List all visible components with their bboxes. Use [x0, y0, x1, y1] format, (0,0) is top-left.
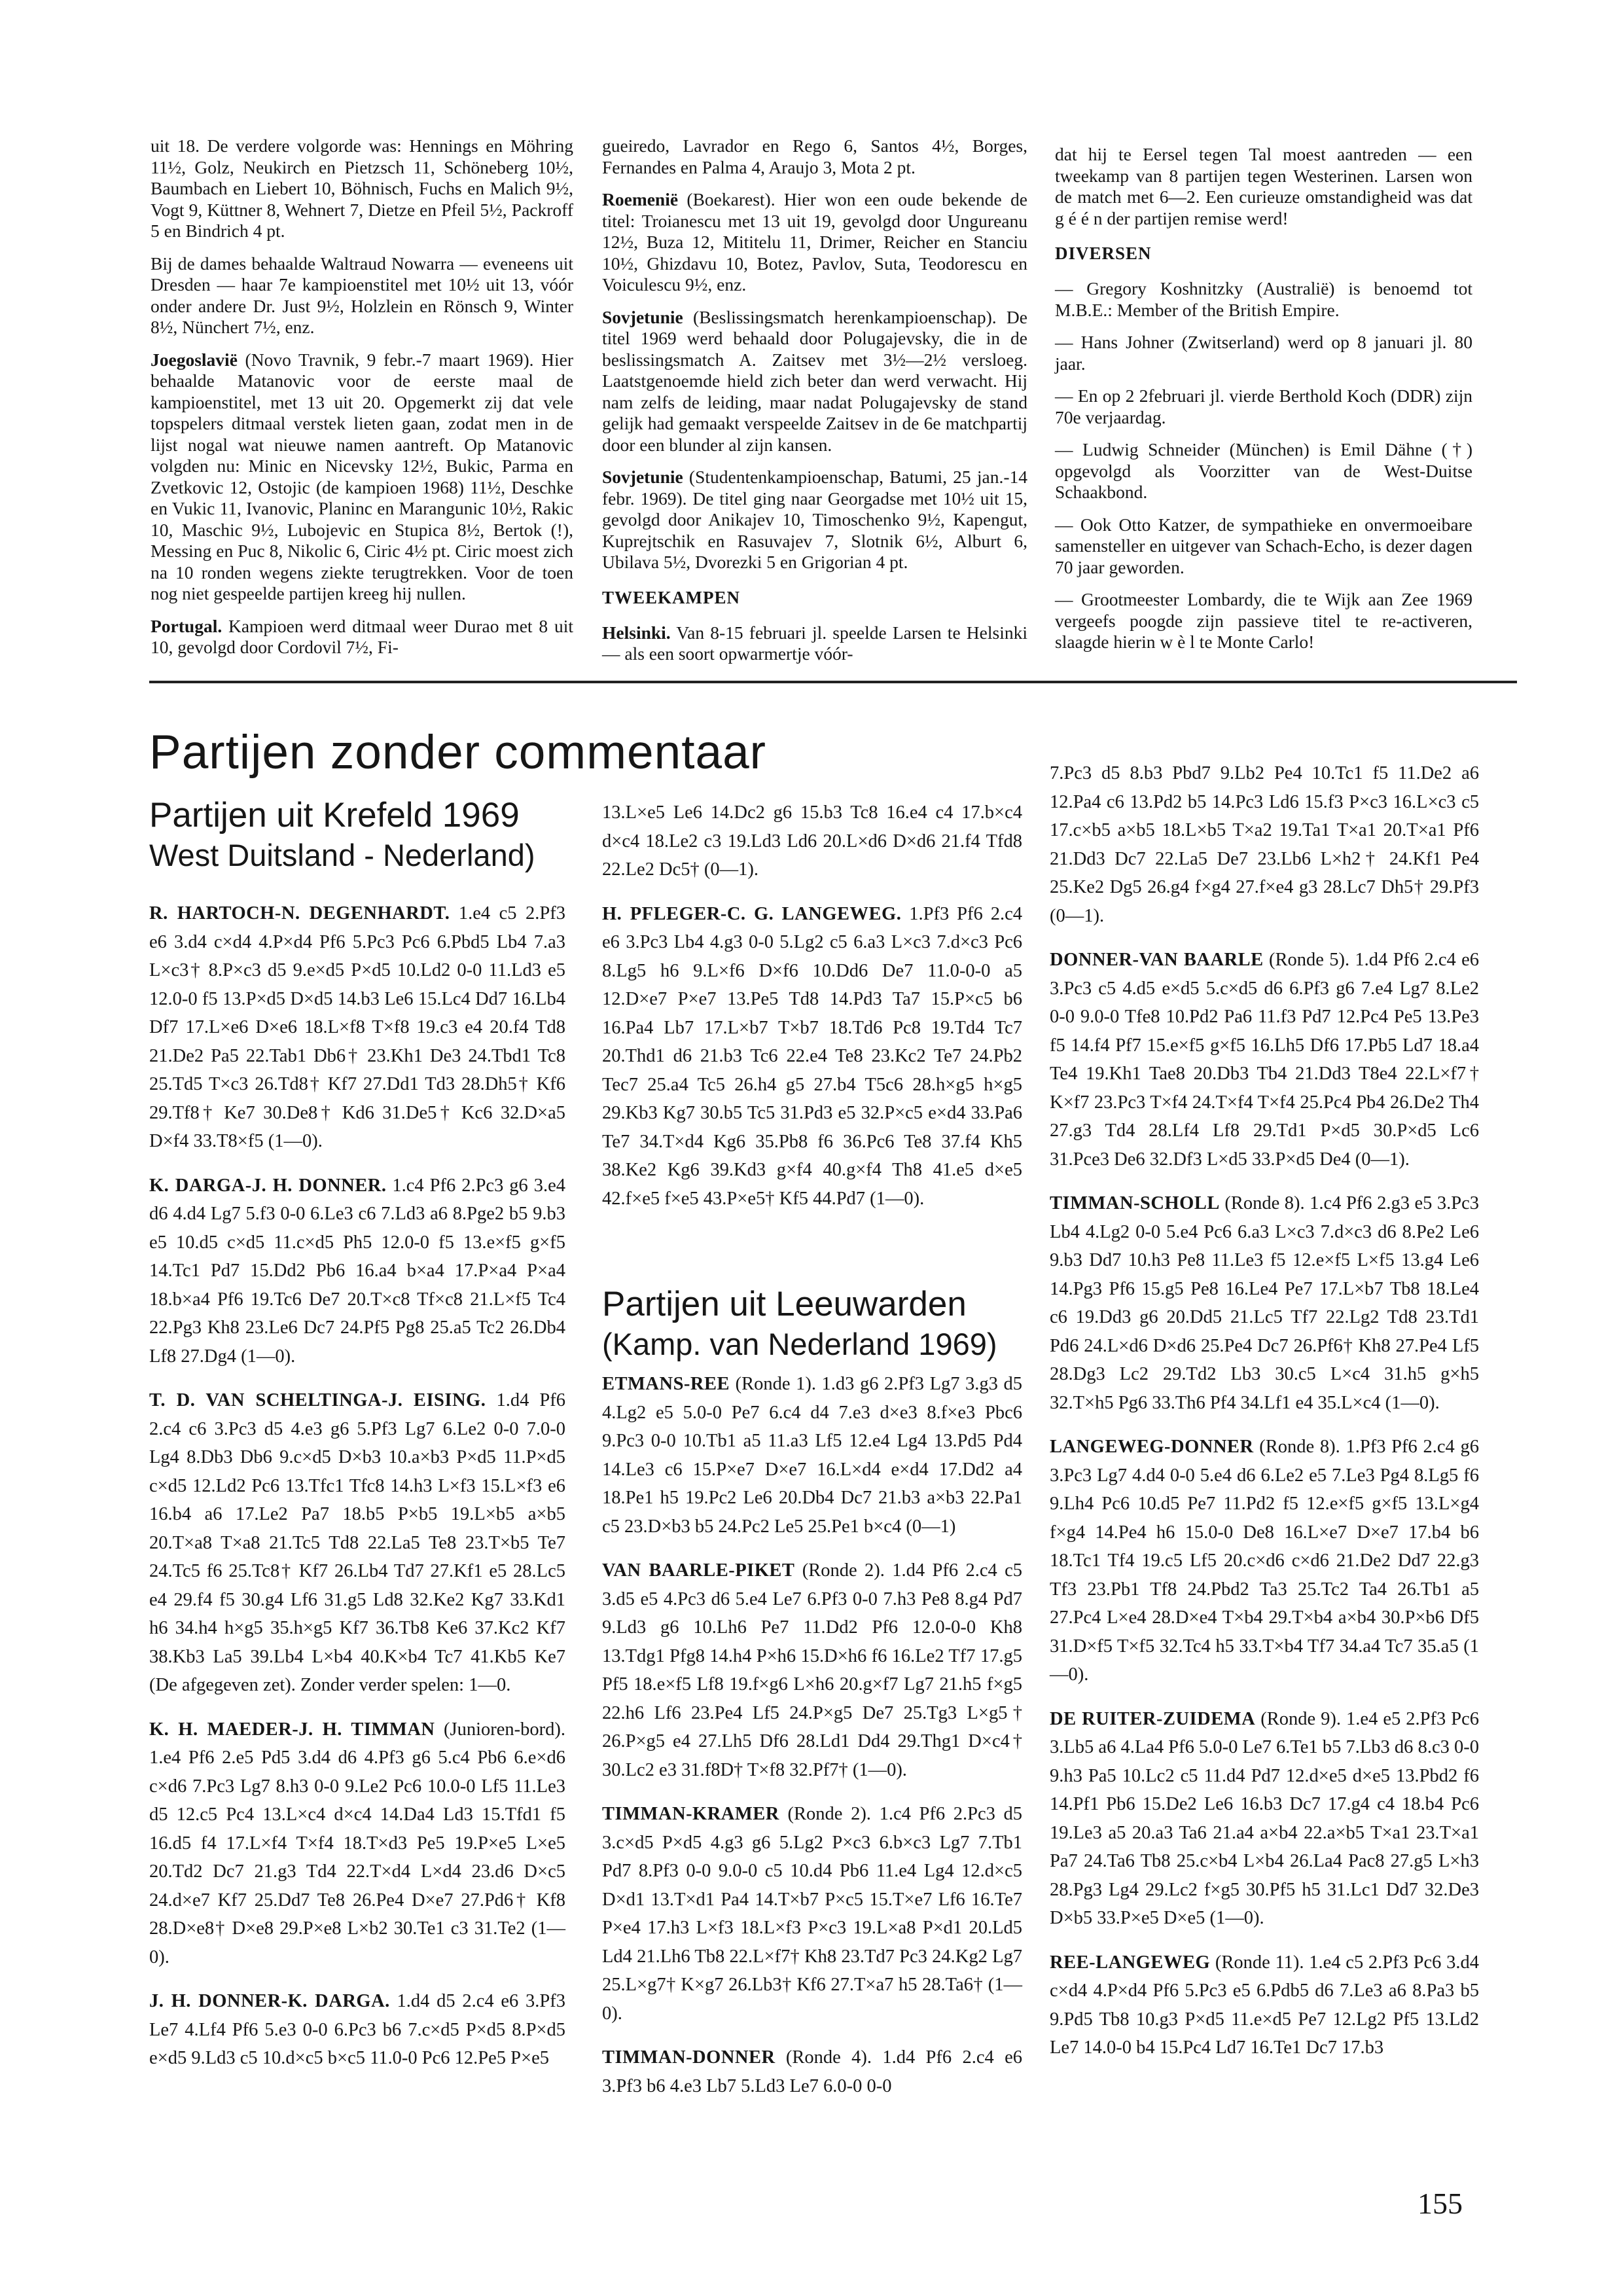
paragraph — [1050, 1189, 1479, 1417]
paragraph-text: 1.e4 c5 2.Pf3 e6 3.d4 c×d4 4.P×d4 Pf6 5.Pc3 Pc6 6.Pbd5 Lb4 7.a3 L×c3† 8.P×c3 d5 9.e×d5 P×d5 10.Ld2 0-0 11.Ld3 e5 12.0-0 f5 13.P×d5 D×d5 14.b3 Le6 15.Lc4 Dd7 16.Lb4 Df7 17.L×e6 D×e6 18.L×f8 T×f8 19.c3 e4 20.f4 Td8 21.De2 Pa5 22.Tab1 Db6† 23.Kh1 De3 24.Tbd1 Tc8 25.Td5 T×c3 26.Td8† Kf7 27.Dd1 Td3 28.Dh5† Kf6 29.Tf8† Ke7 30.De8† Kd6 31.De5† Kc6 32.D×a5 D×f4 33.T8×f5 (1—0). — [149, 903, 565, 1151]
paragraph-heading: VAN BAARLE-PIKET — [602, 1560, 795, 1581]
bottom-column-1 — [149, 795, 565, 2089]
paragraph — [149, 1987, 565, 2073]
paragraph-text: (Beslissingsmatch herenkampioenschap). De titel 1969 werd behaald door Polugajevsky, die in de beslissingsmatch A. Zaitsev met 3½—2½ versloeg. Laatstgenoemde hield zich beter dan werd verwacht. Hij nam zelfs de leiding, maar nadat Polugajevsky de stand gelijk had gemaakt verspeelde Zaitsev in de 6e matchpartij door een blunder al zijn kansen. — [602, 306, 1027, 455]
paragraph — [602, 900, 1022, 1213]
paragraph-heading: DE RUITER-ZUIDEMA — [1050, 1708, 1256, 1729]
paragraph-text: — Hans Johner (Zwitserland) werd op 8 januari jl. 80 jaar. — [1055, 332, 1472, 374]
paragraph-text: (Ronde 1). 1.d3 g6 2.Pf3 Lg7 3.g3 d5 4.Lg2 e5 5.0-0 Pe7 6.c4 d4 7.e3 d×e3 8.f×e3 Pbc6 9.Pc3 0-0 10.Tb1 a5 11.a3 Lf5 12.e4 Lg4 13.Pd5 Pd4 14.Le3 c6 15.P×e7 D×e7 16.L×d4 e×d4 17.Dd2 a4 18.Pe1 h5 19.Pc2 Le6 20.Db4 Dc7 21.b3 a×b3 22.Pa1 c5 23.D×b3 b5 24.Pc2 Le5 25.Pe1 b×c4 (0—1) — [602, 1374, 1022, 1537]
paragraph-heading: Roemenië — [602, 189, 679, 209]
paragraph-text: (Ronde 2). 1.d4 Pf6 2.c4 c5 3.d5 e5 4.Pc3 d6 5.e4 Le7 6.Pf3 0-0 7.h3 Pe8 8.g4 Pd7 9.Ld3 g6 10.Lh6 Pe7 11.Dd2 Pf6 12.0-0-0 Kh8 13.Tdg1 Pfg8 14.h4 P×h6 15.D×h6 f6 16.Le2 Tf7 17.g5 Pf5 18.e×f5 Lf8 19.f×g6 L×h6 20.g×f7 Lg7 21.h5 f×g5 22.h6 Lf6 23.Pe4 Lf5 24.P×g5 De7 25.Tg3 L×g5† 26.P×g5 e4 27.Lh5 Df6 28.Ld1 Dd4 29.Thg1 D×c4† 30.Lc2 e3 31.f8D† T×f8 32.Pf7† (1—0). — [602, 1560, 1022, 1780]
page-title: Partijen zonder commentaar — [149, 726, 766, 779]
paragraph — [151, 350, 573, 605]
paragraph — [602, 2043, 1022, 2100]
paragraph-text: (Ronde 11). 1.e4 c5 2.Pf3 Pc6 3.d4 c×d4 4.P×d4 Pf6 5.Pc3 e5 6.Pdb5 d6 7.Le3 a6 8.Pa3 b5 9.Pd5 Tb8 10.g3 P×d5 11.e×d5 Pe7 12.Lg2 Pf5 13.Ld2 Le7 14.0-0 b4 15.Pc4 Ld7 16.Te1 Dc7 17.b3 — [1050, 1952, 1479, 2058]
paragraph — [151, 135, 573, 242]
horizontal-divider — [149, 681, 1517, 683]
paragraph — [602, 467, 1027, 573]
paragraph-text: 13.L×e5 Le6 14.Dc2 g6 15.b3 Tc8 16.e4 c4 17.b×c4 d×c4 18.Le2 c3 19.Ld3 Ld6 20.L×d6 D×d6 21.f4 Tfd8 22.Le2 Dc5† (0—1). — [602, 802, 1022, 880]
krefeld-subtitle: West Duitsland - Nederland) — [149, 838, 535, 872]
paragraph — [1055, 439, 1472, 503]
paragraph-text: (Novo Travnik, 9 febr.-7 maart 1969). Hier behaalde Matanovic voor de eerste maal de kampioenstitel, met 13 uit 20. Opgemerkt zij dat vele topspelers ditmaal verstek lieten gaan, zodat men in de lijst nogal wat nieuwe namen aantreft. Op Matanovic volgden nu: Minic en Nicevsky 12½, Bukic, Parma en Zvetkovic 12, Ostojic (de kampioen 1968) 11½, Deschke en Vukic 11, Ivanovic, Planinc en Marangunic 10½, Rakic 10, Maschic 9½, Lubojevic en Stupica 8½, Bertok (!), Messing en Puc 8, Nikolic 6, Ciric 4½ pt. Ciric moest zich na 10 ronden wegens ziekte terugtrekken. Voor de toen nog niet gespeelde partijen kreeg hij nullen. — [151, 349, 573, 603]
paragraph-text: 7.Pc3 d5 8.b3 Pbd7 9.Lb2 Pe4 10.Tc1 f5 11.De2 a6 12.Pa4 c6 13.Pd2 b5 14.Pc3 Ld6 15.f3 P×c3 16.L×c3 c5 17.c×b5 a×b5 18.L×b5 T×a2 19.Ta1 T×a1 20.T×a1 Pf6 21.Dd3 Dc7 22.La5 De7 23.Lb6 L×h2† 24.Kf1 Pe4 25.Ke2 Dg5 26.g4 f×g4 27.f×e4 g3 28.Lc7 Dh5† 29.Pf3 (0—1). — [1050, 763, 1479, 926]
paragraph — [602, 1370, 1022, 1541]
paragraph — [602, 135, 1027, 178]
bottom-column-2 — [602, 798, 1022, 2116]
paragraph-heading: TIMMAN-KRAMER — [602, 1804, 779, 1824]
leeuwarden-subtitle: (Kamp. van Nederland 1969) — [602, 1327, 997, 1361]
leeuwarden-games-continued — [1050, 759, 1479, 2062]
paragraph — [149, 1715, 565, 1972]
paragraph — [1050, 759, 1479, 930]
section-heading: DIVERSEN — [1055, 243, 1152, 263]
paragraph-text: (Ronde 8). 1.c4 Pf6 2.g3 e5 3.Pc3 Lb4 4.Lg2 0-0 5.e4 Pc6 6.a3 L×c3 7.d×c3 d6 8.Pe2 Le6 9.b3 Dd7 10.h3 Pe8 11.Le3 f5 12.e×f5 L×f5 13.g4 Le6 14.Pg3 Pf6 15.g5 Pe8 16.Le4 Pe7 17.L×b7 Tb8 18.Le4 c6 19.Dd3 g6 20.Dd5 21.Lc5 Tf7 22.Lg2 Td8 23.Td1 Pd6 24.L×d6 D×d6 25.Pe4 Dc7 26.Pf6† Kh8 27.Pe4 Lf5 28.Dg3 Lc2 29.Td2 Lb3 30.c5 L×c4 31.h5 g×h5 32.T×h5 Pg6 33.Th6 Pf4 34.Lf1 e4 35.L×c4 (1—0). — [1050, 1193, 1479, 1413]
paragraph-heading: LANGEWEG-DONNER — [1050, 1437, 1254, 1457]
paragraph-text: 1.d4 d5 2.c4 e6 3.Pf3 Le7 4.Lf4 Pf6 5.e3 0-0 6.Pc3 b6 7.c×d5 P×d5 8.P×d5 e×d5 9.Ld3 c5 10.d×c5 b×c5 11.0-0 Pc6 12.Pe5 P×e5 — [149, 1991, 566, 2068]
paragraph — [602, 1556, 1022, 1784]
paragraph — [1055, 144, 1472, 229]
paragraph — [602, 798, 1022, 884]
paragraph — [1050, 1705, 1479, 1933]
paragraph-text: uit 18. De verdere volgorde was: Hennings en Möhring 11½, Golz, Neukirch en Pietzsch 11, Schöneberg 10½, Baumbach en Liebert 10, Böhnisch, Fuchs en Malich 9½, Vogt 9, Küttner 8, Wehnert 7, Dietze en Pfeil 5½, Packroff 5 en Bindrich 4 pt. — [151, 135, 573, 241]
paragraph-heading: ETMANS-REE — [602, 1374, 730, 1394]
paragraph — [1055, 386, 1472, 428]
paragraph-heading: K. DARGA-J. H. DONNER. — [149, 1175, 387, 1196]
paragraph-text: (Ronde 5). 1.d4 Pf6 2.c4 e6 3.Pc3 c5 4.d5 e×d5 5.c×d5 d6 6.Pf3 g6 7.e4 Lg7 8.Le2 0-0 9.0-0 Tfe8 10.Pd2 Pa6 11.f3 Pd7 12.Pc4 Pe5 13.Pe3 f5 14.f4 Pf7 15.e×f5 g×f5 16.Lh5 Df6 17.Pb5 Ld7 18.a4 Te4 19.Kh1 Tae8 20.Db3 Tb4 21.Dd3 T8e4 22.L×f7† K×f7 23.Pc3 T×f4 24.T×f4 T×f4 25.Pc4 Pb4 26.De2 Th4 27.g3 Td4 28.Lf4 Lf8 29.Td1 P×d5 30.P×d5 Lc6 31.Pce3 De6 32.Df3 L×d5 33.P×d5 De4 (0—1). — [1050, 950, 1480, 1170]
paragraph-text: Kampioen werd ditmaal weer Durao met 8 uit 10, gevolgd door Cordovil 7½, Fi- — [151, 615, 573, 657]
paragraph-text: — Gregory Koshnitzky (Australië) is benoemd tot M.B.E.: Member of the British Empire. — [1055, 278, 1472, 320]
top-column-1 — [151, 135, 573, 670]
paragraph — [1055, 332, 1472, 374]
krefeld-title: Partijen uit Krefeld 1969 — [149, 796, 520, 834]
paragraph-heading: H. PFLEGER-C. G. LANGEWEG. — [602, 903, 902, 924]
paragraph — [149, 899, 565, 1156]
paragraph-heading: K. H. MAEDER-J. H. TIMMAN — [149, 1719, 435, 1740]
bottom-column-3 — [1050, 759, 1479, 2078]
paragraph-heading: Sovjetunie — [602, 306, 683, 327]
paragraph-heading: T. D. VAN SCHELTINGA-J. EISING. — [149, 1390, 486, 1410]
top-column-3 — [1055, 144, 1472, 664]
paragraph — [602, 307, 1027, 456]
paragraph — [602, 1800, 1022, 2028]
paragraph-text: (Ronde 8). 1.Pf3 Pf6 2.c4 g6 3.Pc3 Lg7 4.d4 0-0 5.e4 d6 6.Le2 e5 7.Le3 Pg4 8.Lg5 f6 9.Lh4 Pc6 10.d5 Pe7 11.Pd2 f5 12.e×f5 g×f5 13.L×g4 f×g4 14.Pe4 h6 15.0-0 De8 16.L×e7 D×e7 17.b4 b6 18.Tc1 Tf4 19.c5 Lf5 20.c×d6 c×d6 21.De2 Dd7 22.g3 Tf3 23.Pb1 Tf8 24.Pbd2 Ta3 25.Tc2 Ta4 26.Tb1 a5 27.Pc4 L×e4 28.D×e4 T×b4 29.T×b4 a×b4 30.P×b6 Df5 31.D×f5 T×f5 32.Tc4 h5 33.T×b4 Tf7 34.a4 Tc7 35.a5 (1—0). — [1050, 1437, 1479, 1685]
paragraph-text: dat hij te Eersel tegen Tal moest aantreden — een tweekamp van 8 partijen tegen Westerinen. Larsen won de match met 6—2. Een curieuze omstandigheid was dat g é é n der partijen remise werd! — [1055, 144, 1472, 228]
paragraph — [151, 616, 573, 658]
paragraph-heading: R. HARTOCH-N. DEGENHARDT. — [149, 903, 450, 924]
paragraph — [602, 622, 1027, 665]
leeuwarden-title: Partijen uit Leeuwarden — [602, 1285, 967, 1323]
paragraph-text: (Ronde 2). 1.c4 Pf6 2.Pc3 d5 3.c×d5 P×d5 4.g3 g6 5.Lg2 P×c3 6.b×c3 Lg7 7.Tb1 Pd7 8.Pf3 0-0 9.0-0 c5 10.d4 Pb6 11.e4 Lg4 12.d×c5 D×d1 13.T×d1 Pa4 14.T×b7 P×c5 15.T×e7 Lf6 16.Te7 P×e4 17.h3 L×f3 18.L×f3 P×c3 19.L×a8 P×d1 20.Ld5 Ld4 21.Lh6 Tb8 22.L×f7† Kh8 23.Td7 Pc3 24.Kg2 Lg7 25.L×g7† K×g7 26.Lb3† Kf6 27.T×a7 h5 28.Ta6† (1—0). — [602, 1804, 1022, 2024]
paragraph-heading: DONNER-VAN BAARLE — [1050, 950, 1264, 970]
paragraph-heading: TIMMAN-SCHOLL — [1050, 1193, 1220, 1213]
paragraph — [1050, 1948, 1479, 2062]
paragraph-heading: Portugal. — [151, 615, 223, 636]
paragraph-text: Bij de dames behaalde Waltraud Nowarra — eveneens uit Dresden — haar 7e kampioenstitel met 10½ uit 13, vóór onder andere Dr. Just 9½, Holzlein en Rönsch 9, Winter 8½, Nünchert 7½, enz. — [151, 253, 573, 337]
paragraph — [1050, 946, 1479, 1174]
paragraph-heading: TIMMAN-DONNER — [602, 2047, 776, 2068]
paragraph-text: — Ludwig Schneider (München) is Emil Dähne (†) opgevolgd als Voorzitter van de West-Duitse Schaakbond. — [1055, 439, 1472, 502]
paragraph-text: (Boekarest). Hier won een oude bekende de titel: Troianescu met 13 uit 19, gevolgd door Ungureanu 12½, Buza 12, Mititelu 11, Drimer, Reicher en Stanciu 10½, Ghizdavu 10, Botez, Pavlov, Suta, Teodorescu en Voiculescu 9½, enz. — [602, 189, 1027, 295]
krefeld-games-continued — [602, 798, 1022, 1213]
section-heading: TWEEKAMPEN — [602, 587, 741, 607]
paragraph-text: — Grootmeester Lombardy, die te Wijk aan Zee 1969 vergeefs poogde zijn passieve titel te re-activeren, slaagde hierin w è l te Monte Carlo! — [1055, 589, 1472, 652]
paragraph-text: Van 8-15 februari jl. speelde Larsen te Helsinki — als een soort opwarmertje vóór- — [602, 622, 1027, 664]
paragraph-heading: Helsinki. — [602, 622, 671, 643]
paragraph-text: — En op 2 2februari jl. vierde Berthold Koch (DDR) zijn 70e verjaardag. — [1055, 386, 1472, 427]
paragraph — [149, 1172, 565, 1371]
paragraph-text: (Ronde 9). 1.e4 e5 2.Pf3 Pc6 3.Lb5 a6 4.La4 Pf6 5.0-0 Le7 6.Te1 b5 7.Lb3 d6 8.c3 0-0 9.h3 Pa5 10.Lc2 c5 11.d4 Pd7 12.d×e5 d×e5 13.Pbd2 f6 14.Pf1 Pb6 15.De2 Le6 16.b3 Dc7 17.g4 c4 18.b4 Pc6 19.Le3 a5 20.a3 Ta6 21.a4 a×b4 22.a×b5 T×a1 23.T×a1 Pa7 24.Ta6 Tb8 25.c×b4 L×b4 26.La4 Pac8 27.g5 L×h3 28.Pg3 Lg4 29.Lc2 f×g5 30.Pf5 h5 31.Lc1 Dd7 32.De3 D×b5 33.P×e5 D×e5 (1—0). — [1050, 1708, 1479, 1928]
paragraph — [1055, 278, 1472, 321]
page-number: 155 — [1418, 2187, 1463, 2220]
krefeld-games — [149, 899, 565, 2073]
paragraph-text: 1.c4 Pf6 2.Pc3 g6 3.e4 d6 4.d4 Lg7 5.f3 0-0 6.Le3 c6 7.Ld3 a6 8.Pge2 b5 9.b3 e5 10.d5 c×d5 11.c×d5 Ph5 12.0-0 f5 13.e×f5 g×f5 14.Tc1 Pd7 15.Dd2 Pb6 16.a4 b×a4 17.P×a4 P×a4 18.b×a4 Pf6 19.Tc6 De7 20.T×c8 Tf×c8 21.L×f5 Tc4 22.Pg3 Kh8 23.Le6 Dc7 24.Pf5 Pg8 25.a5 Tc2 26.Db4 Lf8 27.Dg4 (1—0). — [149, 1175, 566, 1367]
paragraph-heading: REE-LANGEWEG — [1050, 1952, 1211, 1973]
paragraph — [149, 1386, 565, 1700]
paragraph-text: gueiredo, Lavrador en Rego 6, Santos 4½, Borges, Fernandes en Palma 4, Araujo 3, Mota 2 pt. — [602, 135, 1027, 177]
paragraph — [151, 253, 573, 338]
paragraph-heading: J. H. DONNER-K. DARGA. — [149, 1991, 390, 2011]
paragraph-text: — Ook Otto Katzer, de sympathieke en onvermoeibare samensteller en uitgever van Schach-Echo, is dezer dagen 70 jaar geworden. — [1055, 514, 1472, 577]
paragraph — [1050, 1433, 1479, 1689]
paragraph-text: (Studentenkampioenschap, Batumi, 25 jan.-14 febr. 1969). De titel ging naar Georgadse met 10½ uit 15, gevolgd door Anikajev 10, Timoschenko 9½, Kapengut, Kuprejtschik en Rasuvajev 7, Slotnik 6½, Alburt 6, Ubilava 5½, Dvorezki 5 en Grigorian 4 pt. — [602, 467, 1027, 572]
paragraph-text: (Ronde 4). 1.d4 Pf6 2.c4 e6 3.Pf3 b6 4.e3 Lb7 5.Ld3 Le7 6.0-0 0-0 — [602, 2047, 1022, 2096]
paragraph-heading: Sovjetunie — [602, 467, 683, 487]
paragraph-text: 1.Pf3 Pf6 2.c4 e6 3.Pc3 Lb4 4.g3 0-0 5.Lg2 c5 6.a3 L×c3 7.d×c3 Pc6 8.Lg5 h6 9.L×f6 D×f6 10.Dd6 De7 11.0-0-0 a5 12.D×e7 P×e7 13.Pe5 Td8 14.Pd3 Ta7 15.P×c5 b6 16.Pa4 Lb7 17.L×b7 T×b7 18.Td6 Pc8 19.Td4 Tc7 20.Thd1 d6 21.b3 Tc6 22.e4 Te8 23.Kc2 Te7 24.Pb2 Tec7 25.a4 Tc5 26.h4 g5 27.b4 T5c6 28.h×g5 h×g5 29.Kb3 Kg7 30.b5 Tc5 31.Pd3 e5 32.P×c5 e×d4 33.Pa6 Te7 34.T×d4 Kg6 35.Pb8 f6 36.Pc6 Te8 37.f4 Kh5 38.Ke2 Kg6 39.Kd3 g×f4 40.g×f4 Th8 41.e5 d×e5 42.f×e5 f×e5 43.P×e5† Kf5 44.Pd7 (1—0). — [602, 903, 1022, 1209]
leeuwarden-games — [602, 1370, 1022, 2100]
paragraph — [1055, 514, 1472, 579]
paragraph-text: 1.d4 Pf6 2.c4 c6 3.Pc3 d5 4.e3 g6 5.Pf3 Lg7 6.Le2 0-0 7.0-0 Lg4 8.Db3 Db6 9.c×d5 D×b3 10.a×b3 P×d5 11.P×d5 c×d5 12.Ld2 Pc6 13.Tfc1 Tfc8 14.h3 L×f3 15.L×f3 e6 16.b4 a6 17.Le2 Pa7 18.b5 P×b5 19.L×b5 a×b5 20.T×a8 T×a8 21.Tc5 Td8 22.La5 Te8 23.T×b5 Te7 24.Tc5 f6 25.Tc8† Kf7 26.Lb4 Td7 27.Kf1 e5 28.Lc5 e4 29.f4 f5 30.g4 Lf6 31.g5 Ld8 32.Ke2 Kg7 33.Kd1 h6 34.h4 h×g5 35.h×g5 Kf7 36.Tb8 Ke6 37.Kc2 Kf7 38.Kb3 La5 39.Lb4 L×b4 40.K×b4 Tc7 41.Kb5 Ke7 (De afgegeven zet). Zonder verder spelen: 1—0. — [149, 1390, 566, 1695]
paragraph — [602, 189, 1027, 296]
top-column-2 — [602, 135, 1027, 676]
paragraph — [1055, 589, 1472, 653]
paragraph-text: (Junioren-bord). 1.e4 Pf6 2.e5 Pd5 3.d4 d6 4.Pf3 g6 5.c4 Pb6 6.e×d6 c×d6 7.Pc3 Lg7 8.h3 0-0 9.Le2 Pc6 10.0-0 Lf5 11.Le3 d5 12.c5 Pc4 13.L×c4 d×c4 14.Da4 Ld3 15.Tfd1 f5 16.d5 f4 17.L×f4 T×f4 18.T×d3 Pe5 19.P×e5 L×e5 20.Td2 Dc7 21.g3 Td4 22.T×d4 L×d4 23.d6 D×c5 24.d×e7 Kf7 25.Dd7 Te8 26.Pe4 D×e7 27.Pd6† Kf8 28.D×e8† D×e8 29.P×e8 L×b2 30.Te1 c3 31.Te2 (1—0). — [149, 1719, 565, 1967]
paragraph-heading: Joegoslavië — [151, 349, 238, 370]
